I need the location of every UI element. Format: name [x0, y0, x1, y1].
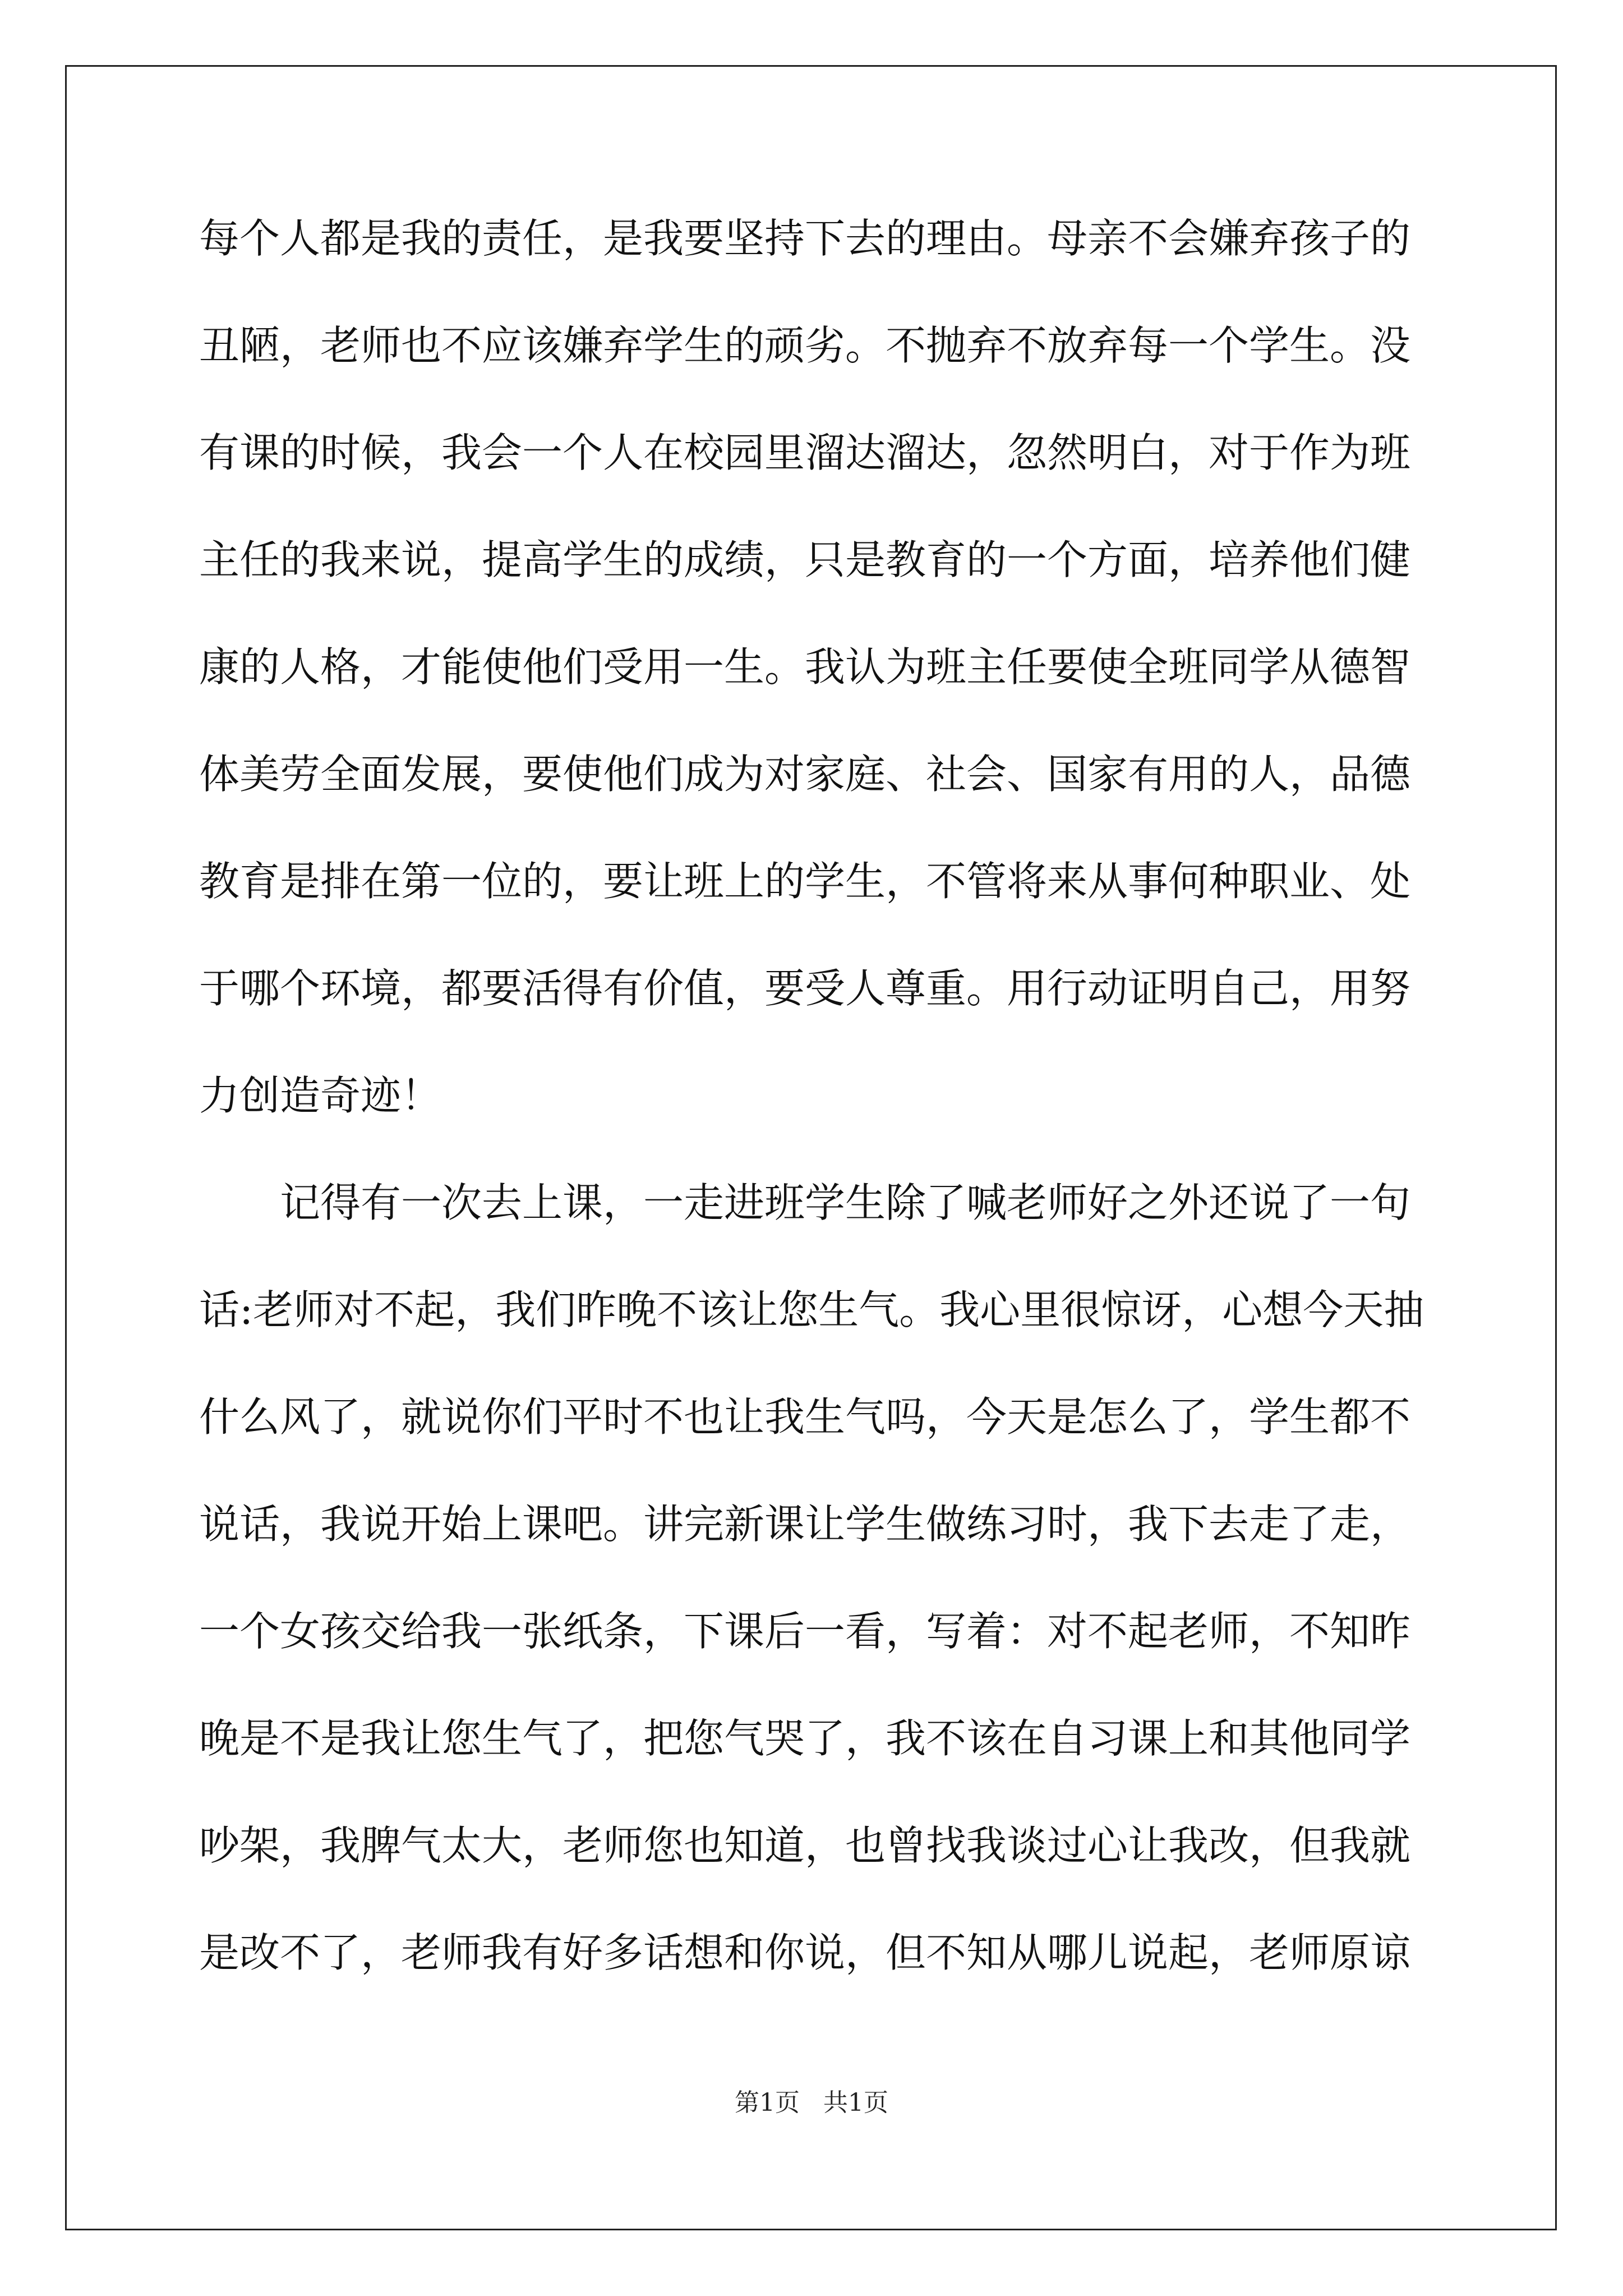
document-body: [199, 208, 1427, 2029]
text-line: 主任的我来说，提高学生的成绩，只是教育的一个方面，培养他们健: [199, 536, 1411, 583]
text-line: 晚是不是我让您生气了，把您气哭了，我不该在自习课上和其他同学: [199, 1715, 1411, 1762]
text-line: 体美劳全面发展，要使他们成为对家庭、社会、国家有用的人，品德: [199, 751, 1411, 798]
text-line: 说话，我说开始上课吧。讲完新课让学生做练习时，我下去走了走，: [199, 1501, 1411, 1548]
text-line: 康的人格，才能使他们受用一生。我认为班主任要使全班同学从德智: [199, 643, 1411, 691]
text-line: 什么风了，就说你们平时不也让我生气吗，今天是怎么了，学生都不: [199, 1393, 1411, 1441]
text-line: 于哪个环境，都要活得有价值，要受人尊重。用行动证明自己，用努: [199, 965, 1411, 1012]
text-line: 一个女孩交给我一张纸条，下课后一看，写着：对不起老师，不知昨: [199, 1608, 1411, 1655]
page-total: 共1页: [823, 2088, 888, 2117]
text-line: 每个人都是我的责任，是我要坚持下去的理由。母亲不会嫌弃孩子的: [199, 215, 1411, 262]
text-line: 丑陋，老师也不应该嫌弃学生的顽劣。不抛弃不放弃每一个学生。没: [199, 322, 1411, 369]
text-line: 是改不了，老师我有好多话想和你说，但不知从哪儿说起，老师原谅: [199, 1929, 1411, 1976]
page-number: 第1页: [735, 2088, 800, 2117]
text-line: 吵架，我脾气太大，老师您也知道，也曾找我谈过心让我改，但我就: [199, 1822, 1411, 1869]
paragraph-start-line: 记得有一次去上课，一走进班学生除了喊老师好之外还说了一句: [280, 1179, 1411, 1226]
page-footer: [0, 2086, 1623, 2120]
text-line: 力创造奇迹！: [199, 1072, 442, 1119]
text-line: 话:老师对不起，我们昨晚不该让您生气。我心里很惊讶，心想今天抽: [199, 1286, 1424, 1333]
text-line: 有课的时候，我会一个人在校园里溜达溜达，忽然明白，对于作为班: [199, 429, 1411, 476]
text-line: 教育是排在第一位的，要让班上的学生，不管将来从事何种职业、处: [199, 858, 1411, 905]
